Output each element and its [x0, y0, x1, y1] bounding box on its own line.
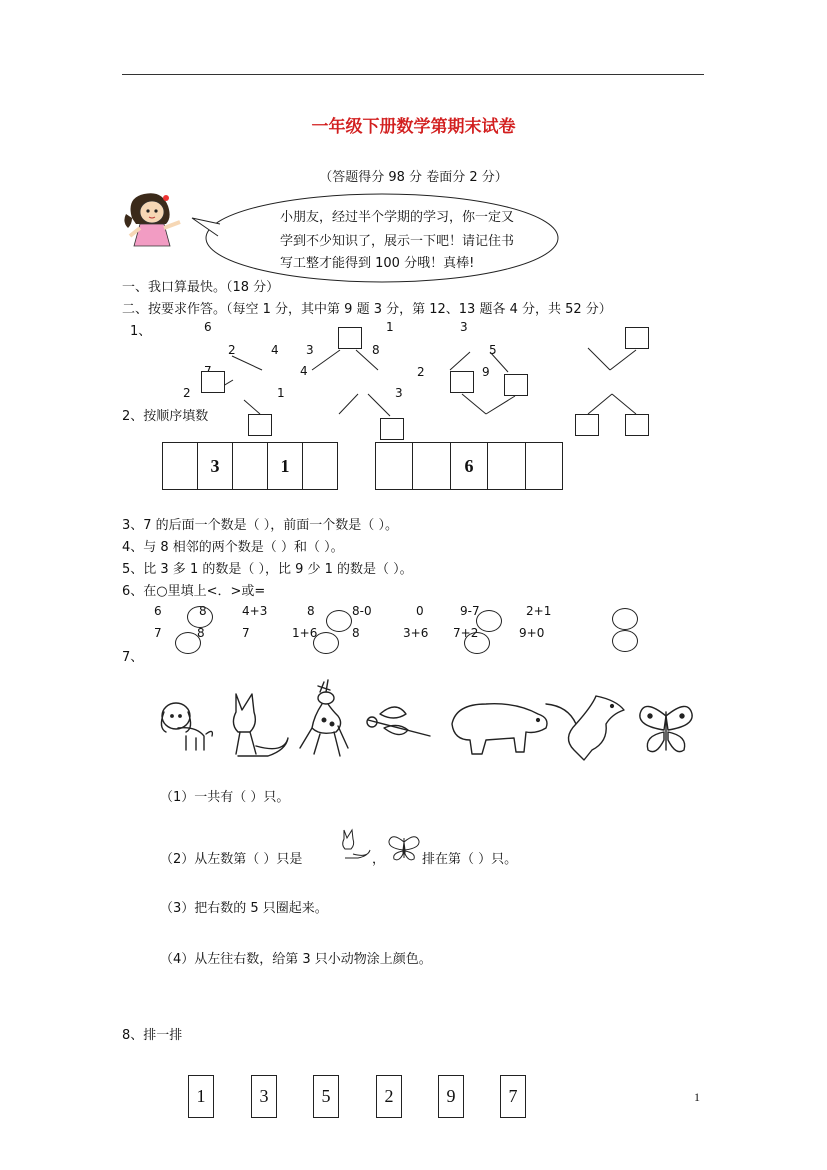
q1-number: 3: [395, 386, 403, 400]
q1-answer-box[interactable]: [625, 327, 649, 349]
q1-number: 9: [482, 365, 490, 379]
bird-icon: [546, 696, 624, 760]
bubble-line-2: 学到不少知识了，展示一下吧！请记住书: [280, 234, 515, 249]
page-title: 一年级下册数学第期末试卷: [311, 117, 516, 137]
q5-text: 5、比 3 多 1 的数是（ ），比 9 少 1 的数是（ ）。: [122, 562, 413, 577]
dragonfly-icon: [367, 707, 430, 736]
q7-part-1: （1）一共有（ ）只。: [160, 790, 290, 805]
q1-number: 8: [372, 343, 380, 357]
q6-term: 2+1: [526, 604, 552, 618]
sequence-cell[interactable]: [233, 443, 268, 489]
q1-number: 4: [300, 364, 308, 378]
number-card[interactable]: 7: [500, 1075, 526, 1118]
number-card[interactable]: 3: [251, 1075, 277, 1118]
compare-circle[interactable]: [187, 606, 213, 628]
q1-number: 4: [271, 343, 279, 357]
q1-number: 2: [228, 343, 236, 357]
sequence-cell[interactable]: 3: [198, 443, 233, 489]
section-1-heading: 一、我口算最快。（18 分）: [122, 280, 280, 295]
q1-answer-box[interactable]: [504, 374, 528, 396]
q1-number: 2: [183, 386, 191, 400]
butterfly-icon: [640, 706, 692, 751]
q6-term: 7+2: [453, 626, 479, 640]
q6-term: 6: [154, 604, 162, 618]
number-card[interactable]: 5: [313, 1075, 339, 1118]
sequence-cell[interactable]: 1: [268, 443, 303, 489]
q1-answer-box[interactable]: [625, 414, 649, 436]
q7-part-3: （3）把右数的 5 只圈起来。: [160, 901, 328, 916]
q7-part-2-comma: ，: [372, 852, 386, 867]
q6-term: 3+6: [403, 626, 429, 640]
dog-icon: [161, 703, 212, 750]
q6-term: 8: [352, 626, 360, 640]
sequence-cell[interactable]: [376, 443, 413, 489]
q6-term: 8: [197, 626, 205, 640]
bubble-line-1: 小朋友，经过半个学期的学习，你一定又: [280, 210, 515, 225]
q7-part-2a: （2）从左数第（ ）只是: [160, 852, 303, 867]
q1-answer-box[interactable]: [201, 371, 225, 393]
number-card[interactable]: 1: [188, 1075, 214, 1118]
bear-icon: [452, 704, 547, 754]
bubble-line-3: 写工整才能得到 100 分哦！真棒!: [280, 256, 475, 271]
q6-term: 1+6: [292, 626, 318, 640]
q6-term: 4+3: [242, 604, 268, 618]
q1-answer-box[interactable]: [380, 418, 404, 440]
compare-circle[interactable]: [313, 632, 339, 654]
q1-branch-lines: [0, 0, 827, 460]
q6-term: 0: [416, 604, 424, 618]
q2-label: 2、按顺序填数: [122, 409, 209, 424]
page-number: 1: [694, 1090, 700, 1104]
q8-label: 8、排一排: [122, 1028, 183, 1043]
compare-circle[interactable]: [612, 630, 638, 652]
q1-answer-box[interactable]: [248, 414, 272, 436]
number-card[interactable]: 9: [438, 1075, 464, 1118]
animals-strip: [150, 676, 702, 762]
q6-term: 9-7: [460, 604, 480, 618]
number-card[interactable]: 2: [376, 1075, 402, 1118]
butterfly-small-icon: [386, 832, 422, 862]
q7-part-4: （4）从左往右数，给第 3 只小动物涂上颜色。: [160, 952, 432, 967]
q6-term: 8: [307, 604, 315, 618]
sequence-cell[interactable]: [303, 443, 337, 489]
fox-small-icon: [340, 826, 372, 860]
q2-sequence-1: [162, 442, 338, 490]
q6-term: 7: [154, 626, 162, 640]
q1-answer-box[interactable]: [575, 414, 599, 436]
q3-text: 3、7 的后面一个数是（ ），前面一个数是（ ）。: [122, 518, 398, 533]
fox-icon: [233, 694, 288, 756]
q1-number: 3: [306, 343, 314, 357]
q1-number: 2: [417, 365, 425, 379]
compare-circle[interactable]: [612, 608, 638, 630]
q6-label: 6、在○里填上<．>或=: [122, 584, 266, 599]
compare-circle[interactable]: [326, 610, 352, 632]
q7-label: 7、: [122, 650, 144, 665]
section-2-heading: 二、按要求作答。（每空 1 分，其中第 9 题 3 分，第 12、13 题各 4 分，共 52 分）: [122, 302, 612, 317]
q1-label: 1、: [130, 324, 152, 339]
sequence-cell[interactable]: [526, 443, 562, 489]
sequence-cell[interactable]: 6: [451, 443, 488, 489]
compare-circle[interactable]: [476, 610, 502, 632]
compare-circle[interactable]: [175, 632, 201, 654]
q6-term: 9+0: [519, 626, 545, 640]
compare-circle[interactable]: [464, 632, 490, 654]
q4-text: 4、与 8 相邻的两个数是（ ）和（ ）。: [122, 540, 344, 555]
q1-number: 1: [277, 386, 285, 400]
sequence-cell[interactable]: [488, 443, 525, 489]
q1-number: 6: [204, 320, 212, 334]
q2-sequence-2: [375, 442, 563, 490]
q1-answer-box[interactable]: [338, 327, 362, 349]
deer-icon: [300, 680, 348, 756]
q1-number: 3: [460, 320, 468, 334]
q6-term: 7: [242, 626, 250, 640]
q1-number: 1: [386, 320, 394, 334]
q1-answer-box[interactable]: [450, 371, 474, 393]
score-subtitle: （答题得分 98 分 卷面分 2 分）: [319, 170, 508, 185]
q6-term: 8: [199, 604, 207, 618]
q7-part-2c: 排在第（ ）只。: [422, 852, 518, 867]
sequence-cell[interactable]: [163, 443, 198, 489]
sequence-cell[interactable]: [413, 443, 450, 489]
q6-term: 8-0: [352, 604, 372, 618]
q1-number: 5: [489, 343, 497, 357]
